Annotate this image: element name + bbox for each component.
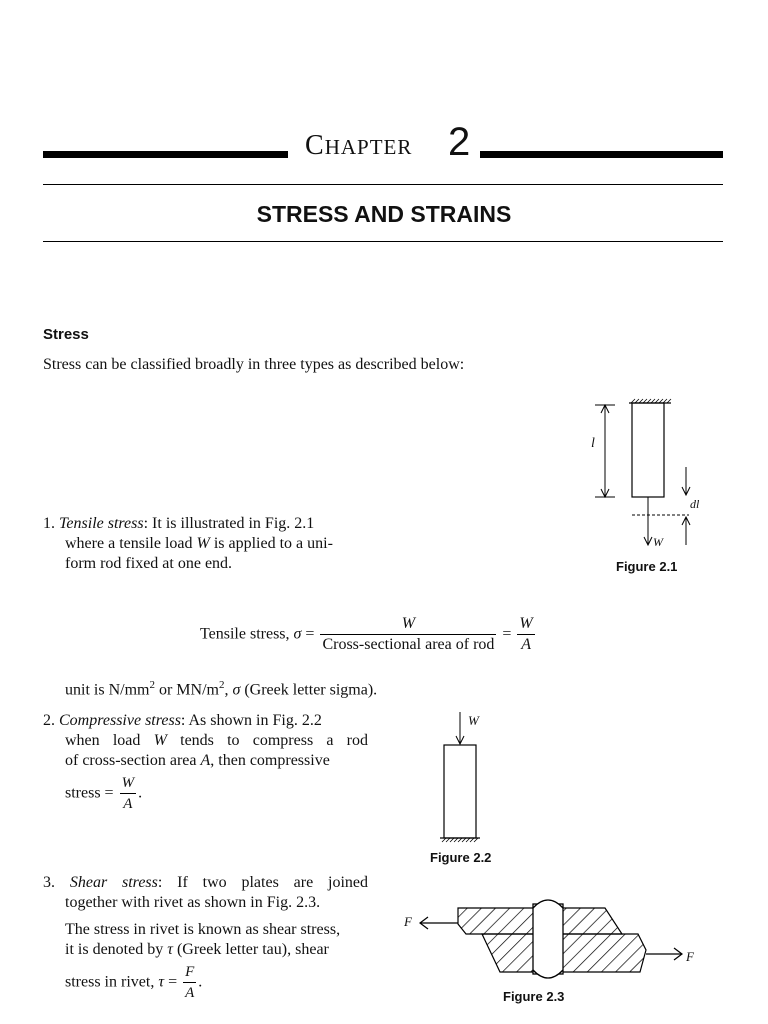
equation-equals-1: = [305,625,315,643]
item-3-para2-line-2b: (Greek letter tau), shear [172,941,329,958]
chapter-word-rest: HAPTER [324,135,413,159]
unit-sup-1: 2 [149,679,155,691]
item-3-marker: 3. [43,874,55,891]
fraction-2-numerator: W [519,615,533,632]
figure-2-1-label-w: W [653,535,663,549]
unit-sigma: σ [232,681,241,699]
item-2-line-2b: tends to compress a rod [166,732,369,749]
item-3-text [43,873,368,1003]
figure-2-3-caption: Figure 2.3 [503,989,565,1004]
item-3-last-tau: τ [158,973,165,991]
item-1-term: Tensile stress [59,515,144,532]
figure-2-1-label-dl: dl [690,497,700,511]
item-3-last-equals: = [164,973,178,991]
chapter-number: 2 [448,120,471,164]
item-2-var-a: A [200,752,211,769]
item-2-marker: 2. [43,712,55,729]
tensile-equation [200,614,537,655]
title-rule-top [43,184,723,185]
chapter-word [305,130,412,162]
equation-sigma: σ [293,625,302,643]
item-1-line-1: : It is illustrated in Fig. 2.1 [143,515,315,532]
unit-part-c: , [224,681,233,699]
item-3-term: Shear stress [69,874,158,891]
item-1-text [43,514,373,574]
item-2-var: W [153,732,167,749]
fraction-1-numerator: W [401,615,416,632]
item-3-line-2: together with rivet as shown in Fig. 2.3. [65,894,321,911]
item-1-var: W [196,535,210,552]
unit-part-a: unit is N/mm [65,681,150,699]
figure-2-2-diagram [430,708,490,848]
figure-2-1-diagram [585,395,715,555]
figure-2-1-label-l: l [591,436,595,451]
item-2-fraction-denominator: A [120,793,137,814]
item-2-line-3a: of cross-section area [65,752,201,769]
figure-2-2-label-w: W [468,713,479,728]
fraction-1-denominator: Cross-sectional area of rod [322,636,495,653]
chapter-word-initial: C [305,130,325,161]
item-1-line-3: form rod fixed at one end. [65,555,233,572]
item-2-line-3b: , then compressive [210,752,330,769]
item-2-line-1: : As shown in Fig. 2.2 [180,712,322,729]
title-rule-bottom [43,241,723,242]
item-2-fraction [120,773,137,814]
figure-2-1-caption: Figure 2.1 [616,559,678,574]
item-3-tau: τ [167,941,173,958]
item-2-line-4: stress = [65,784,114,802]
figure-2-3-diagram [400,890,710,990]
section-heading: Stress [43,326,89,343]
item-2-text [43,711,368,814]
equation-fraction-2 [517,614,534,655]
figure-2-2-caption: Figure 2.2 [430,850,492,865]
item-2-line-2a: when load [65,732,154,749]
item-3-para2-line-2a: it is denoted by [65,941,168,958]
unit-part-b: or MN/m [154,681,219,699]
unit-part-d: (Greek letter sigma). [240,681,378,699]
equation-equals-2: = [502,625,512,643]
item-1-line-2a: where a tensile load [65,535,197,552]
item-3-para2-line-1: The stress in rivet is known as shear stress, [65,921,341,938]
item-3-fraction [183,962,196,1003]
fraction-2-denominator: A [517,634,534,655]
item-1-marker: 1. [43,515,55,532]
unit-sup-2: 2 [218,679,225,691]
chapter-rule-left [43,151,288,158]
item-3-line-1: : If two plates are joined [157,874,369,891]
item-1-line-2b: is applied to a uni- [209,535,333,552]
item-2-end: . [138,784,143,802]
figure-2-3-label-f-left: F [404,914,412,929]
unit-line [65,675,377,700]
chapter-rule-right [480,151,723,158]
chapter-title: STRESS AND STRAINS [256,201,512,227]
section-intro: Stress can be classified broadly in three types as described below: [43,356,465,373]
equation-fraction-1 [320,614,496,655]
item-3-end: . [198,973,203,991]
equation-label: Tensile stress, [200,625,290,643]
figure-2-3-label-f-right: F [686,949,694,964]
item-2-fraction-numerator: W [121,775,135,791]
item-2-term: Compressive stress [59,712,181,729]
item-3-fraction-numerator: F [185,964,195,980]
item-3-fraction-denominator: A [183,982,196,1003]
item-3-last-line: stress in rivet, [65,973,159,991]
